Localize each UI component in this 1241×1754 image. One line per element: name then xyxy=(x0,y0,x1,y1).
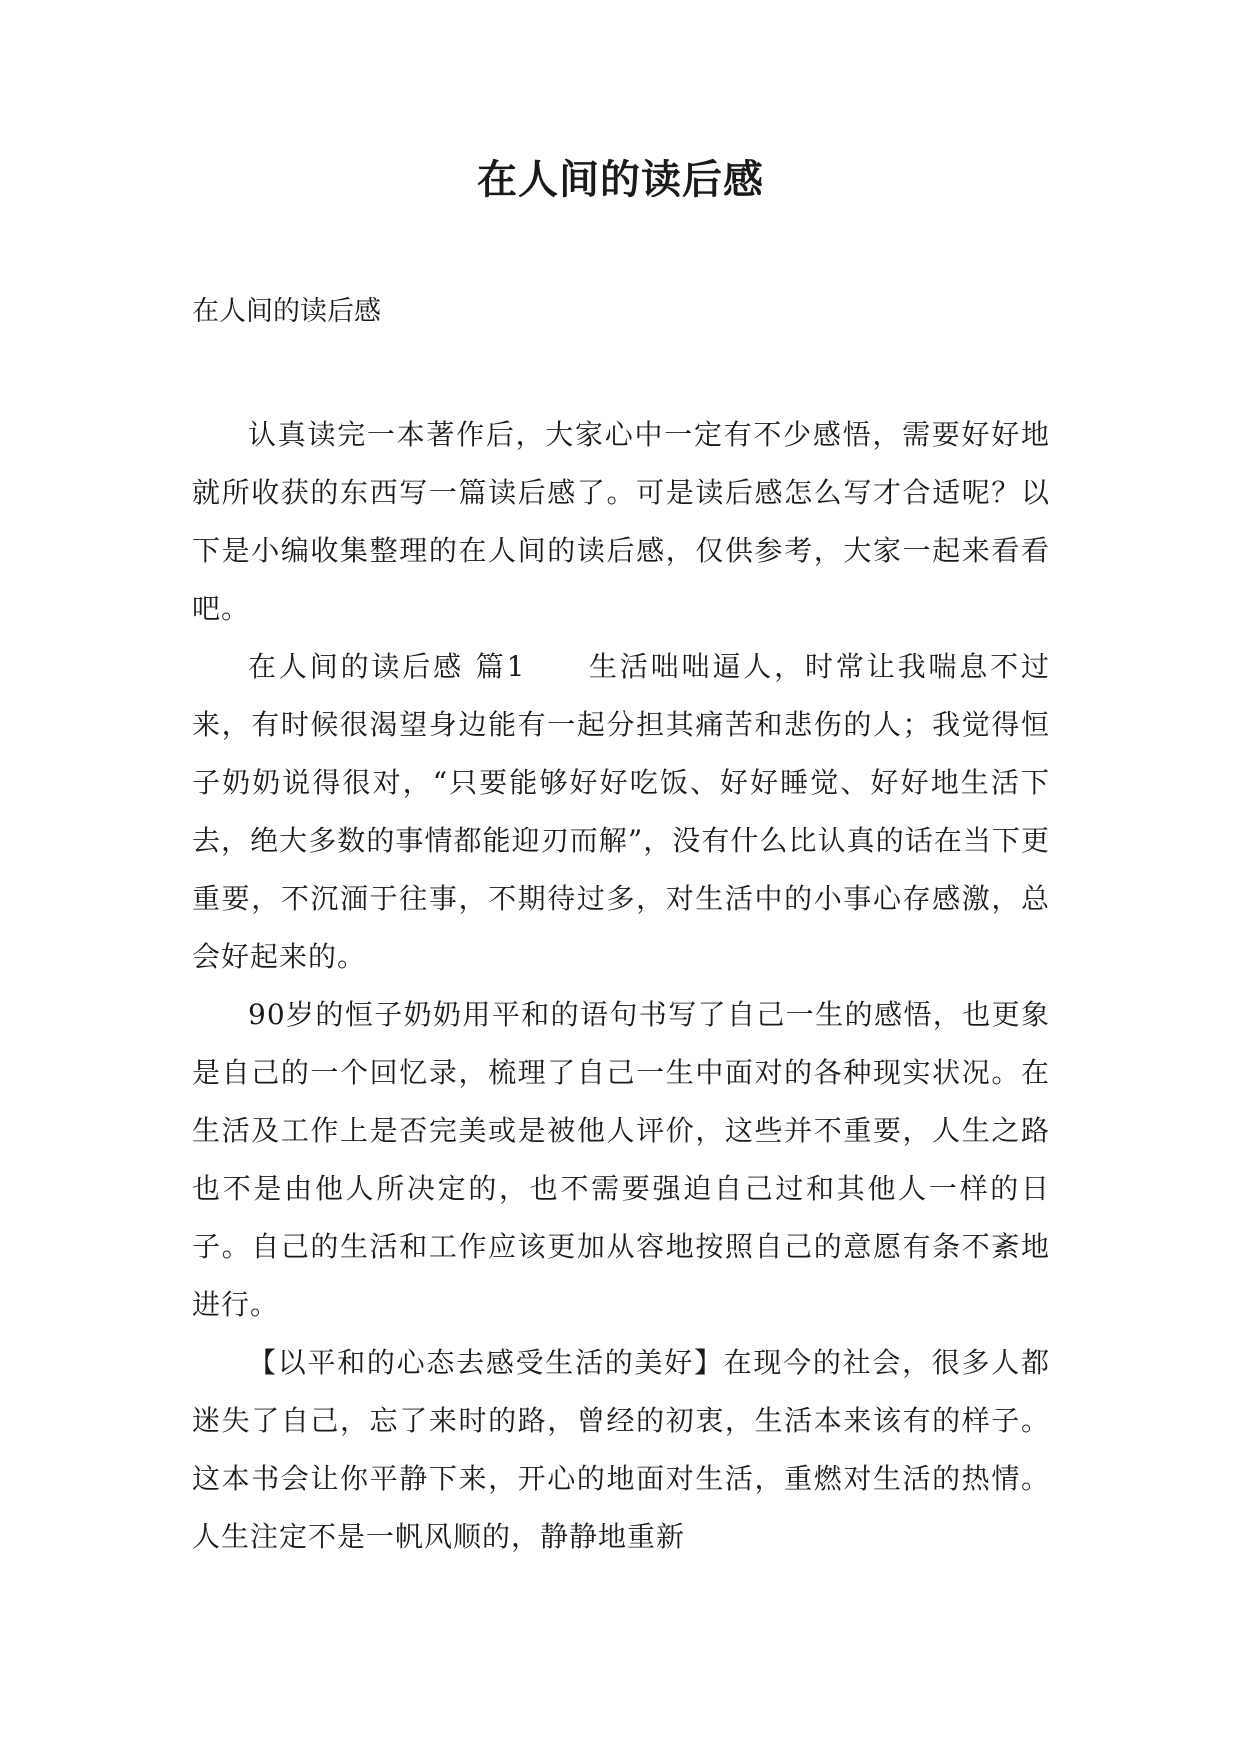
document-subtitle: 在人间的读后感 xyxy=(192,296,381,327)
paragraph-calm-mind: 【以平和的心态去感受生活的美好】在现今的社会，很多人都迷失了自己，忘了来时的路，曾经的初衷，生活本来该有的样子。这本书会让你平静下来，开心的地面对生活，重燃对生活的热情。人生注定不是一帆风顺的，静静地重新 xyxy=(192,1346,1050,1553)
paragraph-reflection: 90岁的恒子奶奶用平和的语句书写了自己一生的感悟，也更象是自己的一个回忆录，梳理了自己一生中面对的各种现实状况。在生活及工作上是否完美或是被他人评价，这些并不重要，人生之路也不是由他人所决定的，也不需要强迫自己过和其他人一样的日子。自己的生活和工作应该更加从容地按照自己的意愿有条不紊地进行。 xyxy=(192,998,1050,1321)
document-title: 在人间的读后感 xyxy=(477,156,764,203)
document-body xyxy=(192,406,1050,1566)
paragraph-intro: 认真读完一本著作后，大家心中一定有不少感悟，需要好好地就所收获的东西写一篇读后感了。可是读后感怎么写才合适呢？以下是小编收集整理的在人间的读后感，仅供参考，大家一起来看看吧。 xyxy=(192,418,1050,625)
paragraph-part-1: 在人间的读后感 篇1 生活咄咄逼人，时常让我喘息不过来，有时候很渴望身边能有一起分担其痛苦和悲伤的人；我觉得恒子奶奶说得很对，“只要能够好好吃饭、好好睡觉、好好地生活下去，绝大多数的事情都能迎刃而解”，没有什么比认真的话在当下更重要，不沉湎于往事，不期待过多，对生活中的小事心存感激，总会好起来的。 xyxy=(192,650,1050,973)
